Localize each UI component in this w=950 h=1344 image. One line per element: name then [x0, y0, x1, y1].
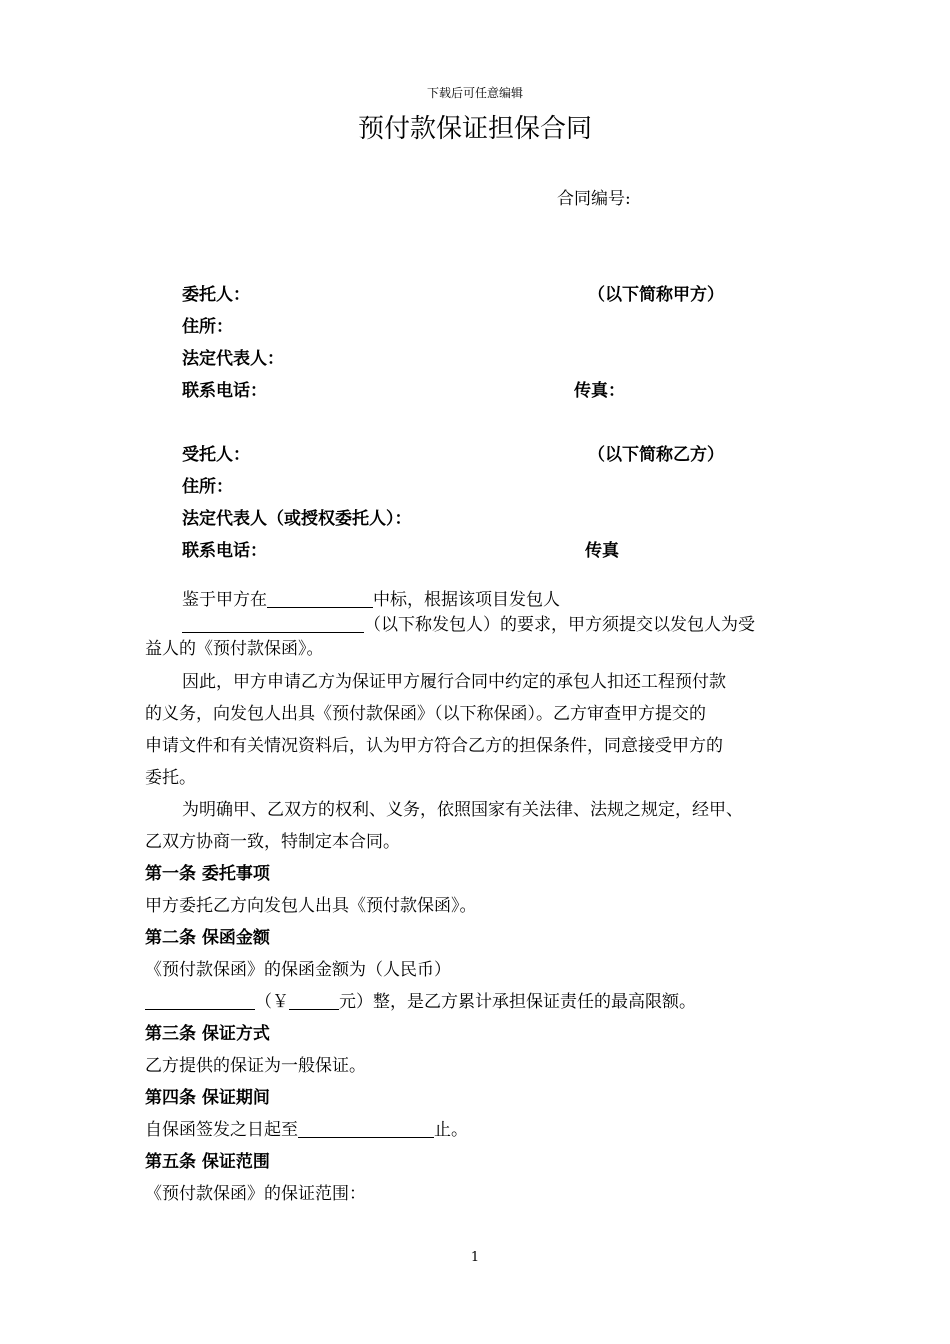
article2-text2 — [145, 987, 696, 1012]
article4-text-a: 自保函签发之日起至 — [145, 1120, 298, 1140]
para2-line1: 因此，甲方申请乙方为保证甲方履行合同中约定的承包人扣还工程预付款 — [182, 672, 726, 692]
article2-text1: 《预付款保函》的保函金额为（人民币） — [145, 960, 451, 980]
article3-text: 乙方提供的保证为一般保证。 — [145, 1056, 366, 1076]
party-b-phone: 联系电话： — [182, 541, 267, 561]
article2-text2a: （￥ — [255, 992, 289, 1012]
party-a-address: 住所： — [182, 317, 233, 337]
party-b-trustee: 受托人： — [182, 445, 250, 465]
para1-line1 — [182, 585, 560, 610]
para1-text-a: 鉴于甲方在 — [182, 590, 267, 610]
party-a-legal-rep: 法定代表人： — [182, 349, 284, 369]
article3-heading: 第三条 保证方式 — [145, 1024, 270, 1044]
para2-line3: 申请文件和有关情况资料后，认为甲方符合乙方的担保条件，同意接受甲方的 — [145, 736, 723, 756]
amount-words-blank — [145, 991, 255, 1010]
article4-text-b: 止。 — [434, 1120, 468, 1140]
page-number: 1 — [470, 1250, 480, 1265]
para1-text-c: （以下称发包人）的要求，甲方须提交以发包人为受 — [364, 615, 755, 635]
guarantee-period-blank — [298, 1119, 434, 1138]
article1-text: 甲方委托乙方向发包人出具《预付款保函》。 — [145, 896, 477, 916]
party-b-address: 住所： — [182, 477, 233, 497]
article5-heading: 第五条 保证范围 — [145, 1152, 270, 1172]
party-b-fax: 传真 — [585, 541, 619, 561]
party-b-legal-rep: 法定代表人（或授权委托人）： — [182, 509, 412, 529]
article4-text — [145, 1115, 468, 1140]
para2-line2: 的义务，向发包人出具《预付款保函》（以下称保函）。乙方审查甲方提交的 — [145, 704, 706, 724]
para3-line2: 乙双方协商一致，特制定本合同。 — [145, 832, 400, 852]
document-title: 预付款保证担保合同 — [357, 114, 592, 144]
article1-heading: 第一条 委托事项 — [145, 864, 270, 884]
para3-line1: 为明确甲、乙双方的权利、义务，依照国家有关法律、法规之规定，经甲、 — [182, 800, 743, 820]
party-a-fax: 传真： — [574, 381, 625, 401]
party-a-entrustor: 委托人： — [182, 285, 250, 305]
para1-text-b: 中标，根据该项目发包人 — [373, 590, 560, 610]
contract-number-label: 合同编号: — [557, 189, 631, 209]
article4-heading: 第四条 保证期间 — [145, 1088, 270, 1108]
para2-line4: 委托。 — [145, 768, 196, 788]
header-note: 下载后可任意编辑 — [426, 86, 523, 100]
para1-line3: 益人的《预付款保函》。 — [145, 639, 324, 659]
article2-text2b: 元）整，是乙方累计承担保证责任的最高限额。 — [339, 992, 696, 1012]
party-a-phone: 联系电话： — [182, 381, 267, 401]
para1-line2 — [182, 610, 755, 635]
amount-figures-blank — [289, 991, 339, 1010]
article2-heading: 第二条 保函金额 — [145, 928, 270, 948]
employer-name-blank — [182, 614, 364, 633]
bid-project-blank — [267, 589, 373, 608]
party-b-alias: （以下简称乙方） — [588, 445, 724, 465]
article5-text: 《预付款保函》的保证范围： — [145, 1184, 366, 1204]
party-a-alias: （以下简称甲方） — [588, 285, 724, 305]
